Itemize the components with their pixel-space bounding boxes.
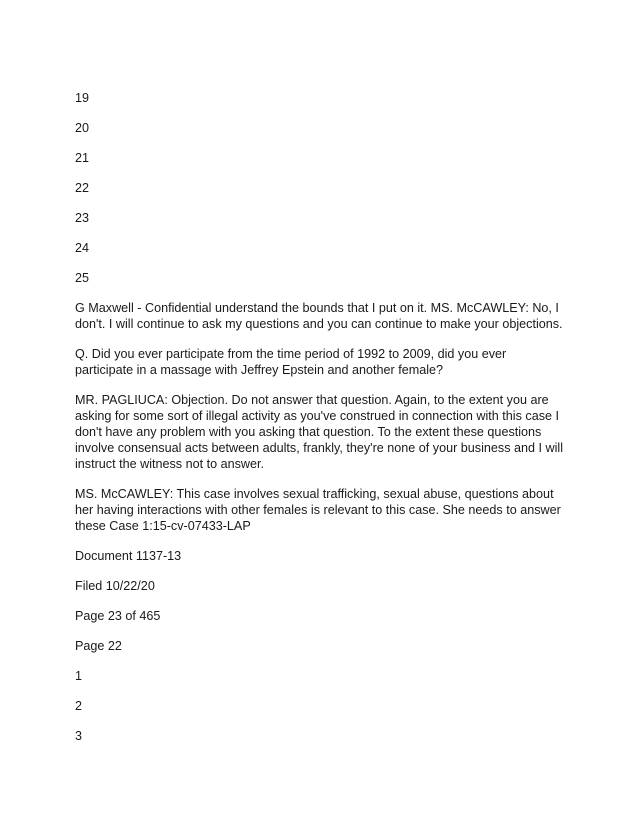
- line-number: 20: [75, 121, 90, 135]
- line-number: 24: [75, 241, 90, 255]
- transcript-paragraph: Q. Did you ever participate from the time period of 1992 to 2009, did you ever participate in a massage with Jeffrey Epstein and another female?: [75, 347, 507, 377]
- line-number: 23: [75, 211, 90, 225]
- line-number: 3: [75, 729, 83, 743]
- transcript-paragraph: G Maxwell - Confidential understand the bounds that I put on it. MS. McCAWLEY: No, I don't. I will continue to ask my questions and you can continue to make your objections.: [75, 301, 563, 331]
- line-number: 21: [75, 151, 90, 165]
- line-numbers-bottom: [75, 668, 565, 758]
- line-number: 25: [75, 271, 90, 285]
- transcript-paragraph: MS. McCAWLEY: This case involves sexual trafficking, sexual abuse, questions about her having interactions with other females is relevant to this case. She needs to answer these Case 1:15-cv-07433-LAP: [75, 487, 561, 533]
- line-number: 1: [75, 669, 83, 683]
- transcript-paragraph: MR. PAGLIUCA: Objection. Do not answer that question. Again, to the extent you are asking for some sort of illegal activity as you've construed in connection with this case I don't have any problem with you asking that question. To the extent these questions involve consensual acts between adults, frankly, they're none of your business and I will instruct the witness not to answer.: [75, 393, 564, 471]
- filed-date: Filed 10/22/20: [75, 579, 155, 593]
- document-number: Document 1137-13: [75, 549, 182, 563]
- page-of-total: Page 23 of 465: [75, 609, 161, 623]
- transcript-page: [75, 90, 565, 758]
- line-number: 19: [75, 91, 90, 105]
- line-number: 2: [75, 699, 83, 713]
- page-label: Page 22: [75, 639, 122, 653]
- line-number: 22: [75, 181, 90, 195]
- line-numbers-top: [75, 90, 565, 300]
